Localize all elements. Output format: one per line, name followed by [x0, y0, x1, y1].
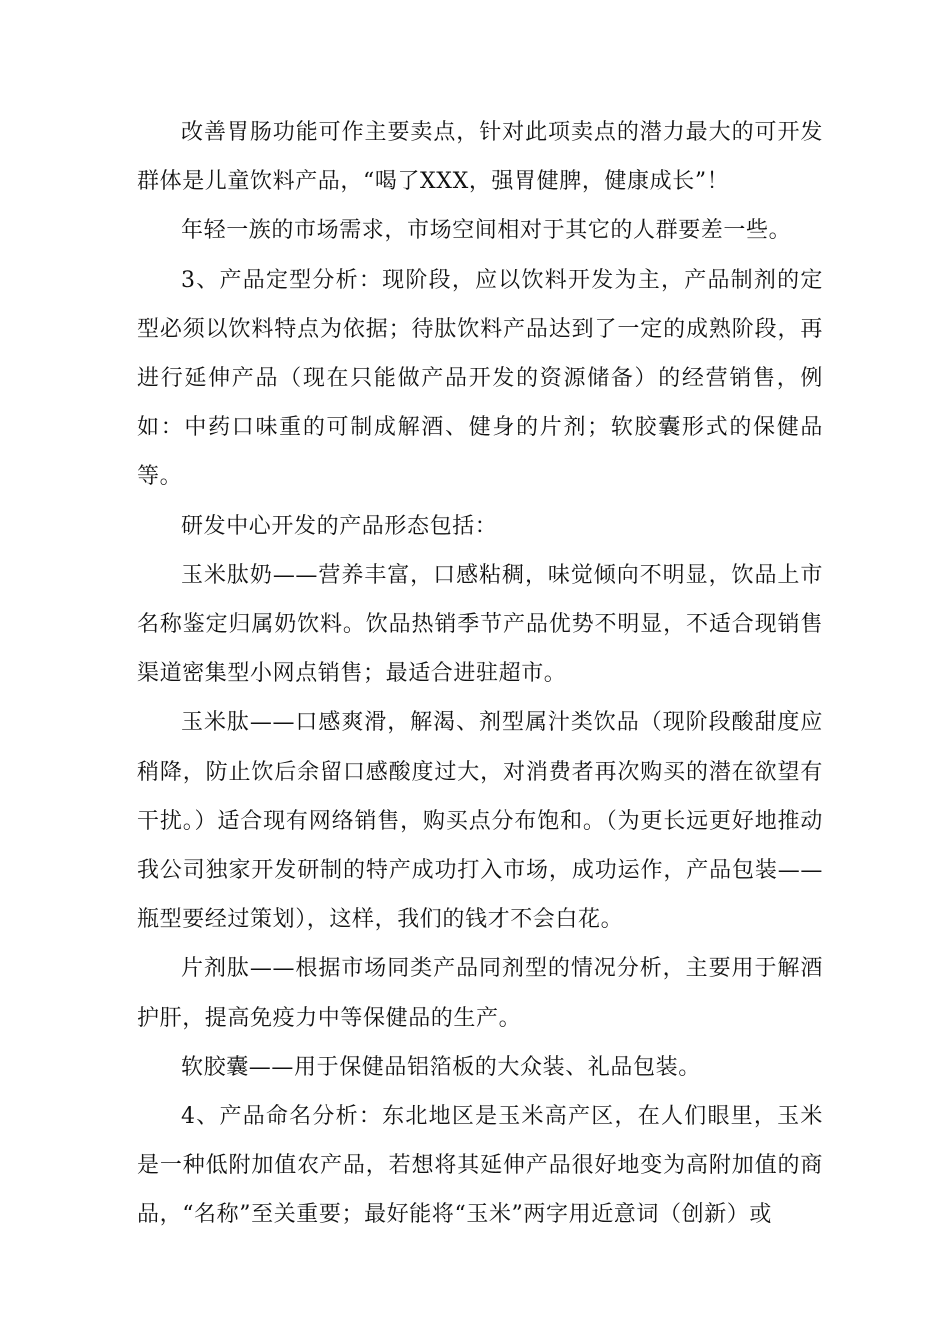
paragraph-peptide-tablet: 片剂肽——根据市场同类产品同剂型的情况分析，主要用于解酒护肝，提高免疫力中等保健品的生产。 — [137, 956, 823, 1031]
document-body — [137, 108, 823, 1240]
paragraph-product-naming-analysis: 4、产品命名分析：东北地区是玉米高产区，在人们眼里，玉米是一种低附加值农产品，若想将其延伸产品很好地变为高附加值的商品，“名称”至关重要；最好能将“玉米”两字用近意词（创新）或 — [137, 1104, 823, 1228]
paragraph-young-market: 年轻一族的市场需求，市场空间相对于其它的人群要差一些。 — [181, 218, 792, 244]
paragraph-soft-capsule: 软胶囊——用于保健品铝箔板的大众装、礼品包装。 — [181, 1054, 701, 1080]
paragraph-corn-peptide-milk: 玉米肽奶——营养丰富，口感粘稠，味觉倾向不明显，饮品上市名称鉴定归属奶饮料。饮品热销季节产品优势不明显，不适合现销售渠道密集型小网点销售；最适合进驻超市。 — [137, 562, 823, 687]
paragraph-corn-peptide-drink: 玉米肽——口感爽滑，解渴、剂型属汁类饮品（现阶段酸甜度应稍降，防止饮后余留口感酸度过大，对消费者再次购买的潜在欲望有干扰。）适合现有网络销售，购买点分布饱和。（为更长远更好地推动我公司独家开发研制的特产成功打入市场，成功运作，产品包装——瓶型要经过策划），这样，我们的钱才不会白花。 — [137, 710, 823, 933]
paragraph-rd-product-forms: 研发中心开发的产品形态包括： — [181, 513, 498, 539]
paragraph-stomach-selling-point: 改善胃肠功能可作主要卖点，针对此项卖点的潜力最大的可开发群体是儿童饮料产品，“喝了XXX，强胃健脾，健康成长”！ — [137, 120, 823, 195]
paragraph-product-form-analysis: 3、产品定型分析：现阶段，应以饮料开发为主，产品制剂的定型必须以饮料特点为依据；待肽饮料产品达到了一定的成熟阶段，再进行延伸产品（现在只能做产品开发的资源储备）的经营销售，例如：中药口味重的可制成解酒、健身的片剂；软胶囊形式的保健品等。 — [137, 267, 823, 490]
